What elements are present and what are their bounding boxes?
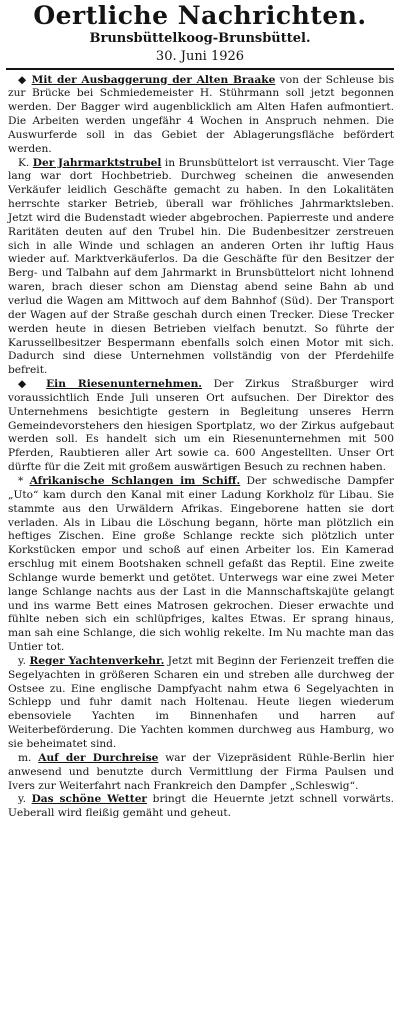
article-jahrmarktstrubel (8, 157, 394, 379)
article-marker: K. (18, 156, 30, 169)
article-body: von der Schleuse bis zur Brücke bei Schmiedemeister H. Stührmann soll jetzt begonnen werden. Der Bagger wird augenblicklich am Alten Hafen aufmontiert. Die Arbeiten werden ungefähr 4 Wochen in Anspruch nehmen. Die Auswurferde soll in das Gebiet der Ablagerungsfläche befördert werden. (8, 73, 395, 155)
article-body: Der schwedische Dampfer „Uto“ kam durch den Kanal mit einer Ladung Korkholz für Libau. Sie stammte aus den Urwäldern Afrikas. Eingeborene hatten sie dort verladen. Als in Libau die Löschung begann, hörte man plötzlich ein heftiges Zischen. Eine große Schlange reckte sich plötzlich unter Korkstücken empor und schoß auf einen Arbeiter los. Ein Kamerad erschlug mit einem Bootshaken schnell gefaßt das Reptil. Eine zweite Schlange wurde bemerkt und getötet. Unterwegs war eine zwei Meter lange Schlange nachts aus der Last in die Mannschaftskajüte gelangt und ins warme Bett eines Matrosen gekrochen. Dieser erwachte und fühlte neben sich ein schlüpfriges, kaltes Etwas. Er sprang hinaus, man sah eine Schlange, die sich wohlig rekelte. Im Nu machte man das Untier tot. (8, 474, 394, 654)
masthead (0, 0, 400, 65)
article-durchreise (8, 752, 394, 794)
article-body: in Brunsbüttelort ist verrauscht. Vier Tage lang war dort Hochbetrieb. Durchweg scheinen die anwesenden Verkäufer leidlich Geschäfte gemacht zu haben. In den Lokalitäten herrschte starker Betrieb, überall war fröhliches Jahrmarktsleben. Jetzt wird die Budenstadt wieder abgebrochen. Papierreste und andere Raritäten deuten auf den Trubel hin. Die Budenbesitzer zerstreuen sich in alle Winde und schlagen an anderen Orten ihr luftig Haus wieder auf. Marktverkäuferlos. Da die Geschäfte für den Besitzer der Berg- und Talbahn auf dem Jahrmarkt in Brunsbüttelort nicht lohnend waren, brach dieser schon am Dienstag abend seine Bahn ab und verlud die Wagen am Mittwoch auf dem Bahnhof (Süd). Der Transport der Wagen auf der Straße geschah durch einen Trecker. Diese Trecker werden heute in diesen Betrieben vielfach benutzt. So führte der Karussellbesitzer Bespermann ebenfalls solch einen Motor mit sich. Dadurch sind diese Unternehmen vollständig von der Pferdehilfe befreit. (8, 156, 394, 377)
article-yachtenverkehr (8, 655, 394, 752)
article-wetter (8, 793, 394, 821)
article-marker: ◆ (18, 73, 28, 86)
article-marker: ◆ (18, 378, 35, 391)
article-body: war der Vizepräsident Rühle-Berlin hier anwesend und benutzte durch Vermittlung der Firma Paulsen und Ivers zur Weiterfahrt nach Frankreich den Dampfer „Schleswig“. (8, 751, 394, 792)
article-headline: Der Jahrmarktstrubel (32, 156, 162, 169)
article-headline: Mit der Ausbaggerung der Alten Braake (31, 73, 276, 86)
dateline: 30. Juni 1926 (155, 49, 245, 64)
article-marker: y. (18, 793, 26, 806)
article-marker: * (18, 474, 24, 487)
article-schlangen (8, 475, 394, 655)
article-headline: Afrikanische Schlangen im Schiff. (29, 474, 241, 487)
article-headline: Auf der Durchreise (38, 751, 159, 764)
article-headline: Das schöne Wetter (31, 793, 148, 806)
article-marker: m. (18, 751, 32, 764)
article-body: bringt die Heuernte jetzt schnell vorwärts. Ueberall wird fleißig gemäht und geheut. (8, 793, 395, 820)
article-headline: Reger Yachtenverkehr. (29, 654, 165, 667)
article-marker: y. (18, 654, 26, 667)
article-body: Jetzt mit Beginn der Ferienzeit treffen die Segelyachten in größeren Scharen ein und streben alle durchweg der Ostsee zu. Eine englische Dampfyacht nahm etwa 6 Segelyachten in Schlepp und fuhr damit nach Holtenau. Heute liegen wiederum ebensoviele Yachten im Binnenhafen und harren auf Weiterbeförderung. Die Yachten kommen durchweg aus Hamburg, wo sie beheimatet sind. (8, 654, 394, 750)
article-column (0, 70, 400, 822)
article-headline: Ein Riesenunternehmen. (46, 378, 202, 391)
section-subtitle: Brunsbüttelkoog-Brunsbüttel. (89, 31, 311, 46)
article-riesenunternehmen (8, 378, 394, 475)
section-title: Oertliche Nachrichten. (33, 1, 367, 30)
article-body: Der Zirkus Straßburger wird voraussichtlich Ende Juli unseren Ort aufsuchen. Der Direktor des Unternehmens besichtigte gestern in Begleitung unseres Herrn Gemeindevorstehers den hiesigen Sportplatz, wo der Zirkus aufgebaut werden soll. Es handelt sich um ein Riesenunternehmen mit 500 Pferden, Raubtieren aller Art sowie ca. 600 Angestellten. Unser Ort dürfte für die Zeit mit großem auswärtigen Besuch zu rechnen haben. (8, 378, 394, 474)
article-ausbaggerung (8, 74, 394, 157)
